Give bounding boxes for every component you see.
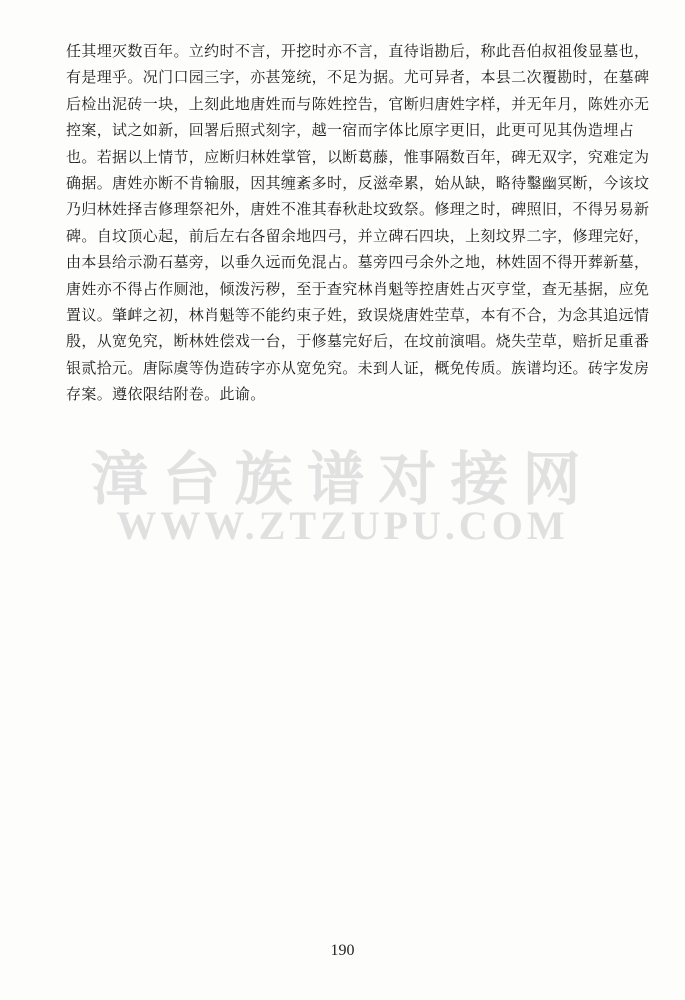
text-line-4: 控案，试之如新，回署后照式刻字，越一宿而字体比原字更旧，此更可见其伪造埋占: [66, 121, 634, 140]
text-line-12: 殷，从宽免究，断林姓偿戏一台，于修墓完好后，在坟前演唱。烧失茔草，赔折足重番: [66, 332, 650, 351]
text-line-14: 存案。遵依限结附卷。此谕。: [66, 385, 266, 404]
text-line-9: 由本县给示泐石墓旁，以垂久远而免混占。墓旁四弓余外之地，林姓固不得开葬新墓，: [66, 253, 650, 272]
text-line-11: 置议。肇衅之初，林肖魁等不能约束子姓，致误烧唐姓茔草，本有不合，为念其追远情: [66, 305, 650, 324]
text-line-7: 乃归林姓择吉修理祭祀外，唐姓不准其春秋赴坟致祭。修理之时，碑照旧，不得另易新: [66, 200, 650, 219]
text-line-3: 后检出泥砖一块，上刻此地唐姓而与陈姓控告，官断归唐姓字样，并无年月，陈姓亦无: [66, 94, 650, 113]
watermark-url: WWW.ZTZUPU.COM: [116, 503, 569, 548]
watermark-chinese: 漳台族谱对接网: [90, 445, 595, 513]
document-body: [66, 38, 650, 407]
text-line-5: 也。若据以上情节，应断归林姓掌管，以断葛藤，惟事隔数百年，碑无双字，究难定为: [66, 147, 650, 166]
text-line-2: 有是理乎。况门口园三字，亦甚笼统，不足为据。尤可异者，本县二次覆勘时，在墓碑: [66, 68, 650, 87]
text-line-13: 银贰拾元。唐际虞等伪造砖字亦从宽免究。未到人证，概免传质。族谱均还。砖字发房: [66, 358, 650, 377]
text-line-1: 任其埋灭数百年。立约时不言，开挖时亦不言，直待诣勘后，称此吾伯叔祖俊显墓也，: [66, 42, 650, 60]
page-number: 190: [330, 942, 355, 959]
text-line-10: 唐姓亦不得占作厕池，倾泼污秽，至于查究林肖魁等控唐姓占灭亨堂，查无基据，应免: [66, 279, 650, 298]
text-line-8: 碑。自坟顶心起，前后左右各留余地四弓，并立碑石四块，上刻坟界二字，修理完好，: [66, 226, 650, 245]
text-line-6: 确据。唐姓亦断不肯输服，因其缠紊多时，反滋牵累，始从缺，略待鑿幽冥断，今该坟: [66, 173, 650, 192]
